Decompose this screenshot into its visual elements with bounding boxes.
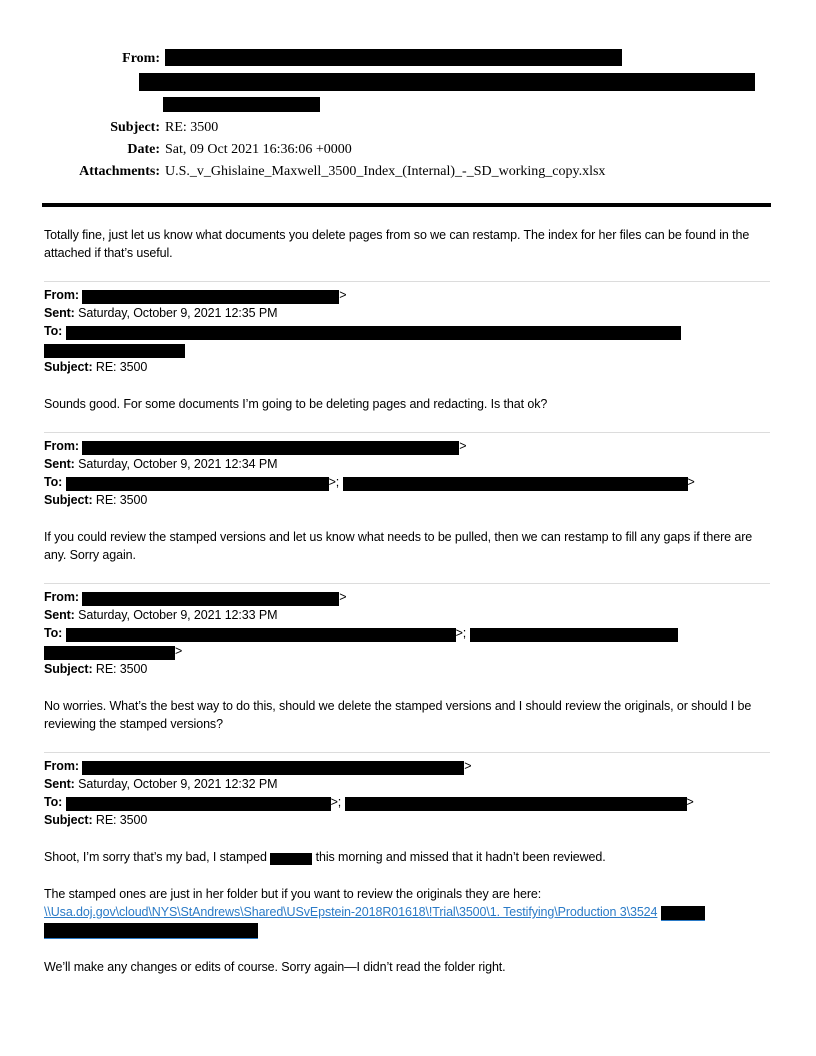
redaction <box>270 853 312 865</box>
attachment-filename: U.S._v_Ghislaine_Maxwell_3500_Index_(Internal)_-_SD_working_copy.xlsx <box>165 164 606 179</box>
sent-label: Sent: <box>44 457 75 471</box>
sent-value: Saturday, October 9, 2021 12:32 PM <box>78 777 278 791</box>
redaction <box>139 73 755 91</box>
header-divider <box>42 203 771 207</box>
to-suffix: > <box>687 475 695 489</box>
to-separator: >; <box>330 795 342 809</box>
redaction <box>343 477 688 491</box>
redaction <box>82 761 464 775</box>
from-label: From: <box>44 590 79 604</box>
file-path-link[interactable]: \\Usa.doj.gov\cloud\NYS\StAndrews\Shared\USvEpstein-2018R01618\!Trial\3500\1. Testifying\Production 3\3524 <box>44 905 658 919</box>
message-paragraph: We’ll make any changes or edits of course. Sorry again—I didn’t read the folder right. <box>44 960 506 974</box>
attachments-label: Attachments: <box>79 164 160 179</box>
header-date-row <box>0 139 816 161</box>
quoted-email-divider <box>44 432 770 433</box>
redaction <box>66 477 329 491</box>
to-label: To: <box>44 324 63 338</box>
from-label: From: <box>44 759 79 773</box>
quoted-email <box>44 286 770 413</box>
message-paragraph: Sounds good. For some documents I’m going to be deleting pages and redacting. Is that ok? <box>44 397 548 411</box>
sent-value: Saturday, October 9, 2021 12:35 PM <box>78 306 278 320</box>
message-paragraph: No worries. What’s the best way to do this, should we delete the stamped versions and I should review the originals, or should I be reviewing the stamped versions? <box>44 699 752 731</box>
email-body <box>44 226 770 976</box>
message-paragraph: Totally fine, just let us know what documents you delete pages from so we can restamp. The index for her files can be found in the attached if that’s useful. <box>44 228 750 260</box>
quoted-email <box>44 437 770 564</box>
redaction <box>345 797 687 811</box>
redaction <box>661 906 705 921</box>
sent-label: Sent: <box>44 608 75 622</box>
redaction <box>66 628 456 642</box>
from-suffix: > <box>464 759 472 773</box>
redaction <box>82 290 339 304</box>
to-label: To: <box>44 626 63 640</box>
redaction <box>44 923 258 939</box>
redaction <box>165 49 622 66</box>
subject-value: RE: 3500 <box>95 813 148 827</box>
sent-value: Saturday, October 9, 2021 12:34 PM <box>78 457 278 471</box>
header-attachments-row <box>0 161 816 183</box>
date-value: Sat, 09 Oct 2021 16:36:06 +0000 <box>165 142 352 157</box>
subject-value: RE: 3500 <box>165 120 219 135</box>
redaction <box>163 97 320 112</box>
to-suffix: > <box>686 795 694 809</box>
subject-label: Subject: <box>44 493 93 507</box>
subject-label: Subject: <box>44 360 93 374</box>
quoted-email-divider <box>44 752 770 753</box>
subject-label: Subject: <box>44 813 93 827</box>
message-paragraph: The stamped ones are just in her folder but if you want to review the originals they are here: \\Usa.doj.gov\cloud\NYS\StAndrews\Shared\USvEpstein-2018R01618\!Trial\3500\1. Testifying\Production 3\3524 <box>44 885 770 939</box>
redaction <box>44 344 185 358</box>
redaction <box>82 592 339 606</box>
from-label: From: <box>44 288 79 302</box>
sent-value: Saturday, October 9, 2021 12:33 PM <box>78 608 278 622</box>
redaction <box>82 441 459 455</box>
subject-value: RE: 3500 <box>95 662 148 676</box>
to-suffix: > <box>175 644 183 658</box>
quoted-email <box>44 588 770 733</box>
from-suffix: > <box>339 288 347 302</box>
redaction <box>66 326 681 340</box>
from-suffix: > <box>339 590 347 604</box>
redaction <box>44 646 175 660</box>
header-subject-row <box>0 117 816 139</box>
quoted-email-divider <box>44 281 770 282</box>
subject-value: RE: 3500 <box>95 493 148 507</box>
subject-label: Subject: <box>44 662 93 676</box>
sent-label: Sent: <box>44 306 75 320</box>
to-label: To: <box>44 475 63 489</box>
sent-label: Sent: <box>44 777 75 791</box>
to-separator: >; <box>455 626 467 640</box>
message-paragraph: If you could review the stamped versions and let us know what needs to be pulled, then we can restamp to fill any gaps if there are any. Sorry again. <box>44 530 753 562</box>
date-label: Date: <box>127 142 160 157</box>
from-label: From: <box>44 439 79 453</box>
email-header <box>0 0 816 183</box>
header-from-row <box>0 48 816 70</box>
subject-label: Subject: <box>110 120 160 135</box>
redaction <box>470 628 678 642</box>
quoted-email-divider <box>44 583 770 584</box>
redaction <box>66 797 331 811</box>
message-paragraph: Shoot, I’m sorry that’s my bad, I stamped this morning and missed that it hadn’t been reviewed. <box>44 850 606 864</box>
to-separator: >; <box>328 475 340 489</box>
to-label: To: <box>44 795 63 809</box>
quoted-email <box>44 757 770 976</box>
from-label: From: <box>122 51 160 66</box>
subject-value: RE: 3500 <box>95 360 148 374</box>
from-suffix: > <box>459 439 467 453</box>
